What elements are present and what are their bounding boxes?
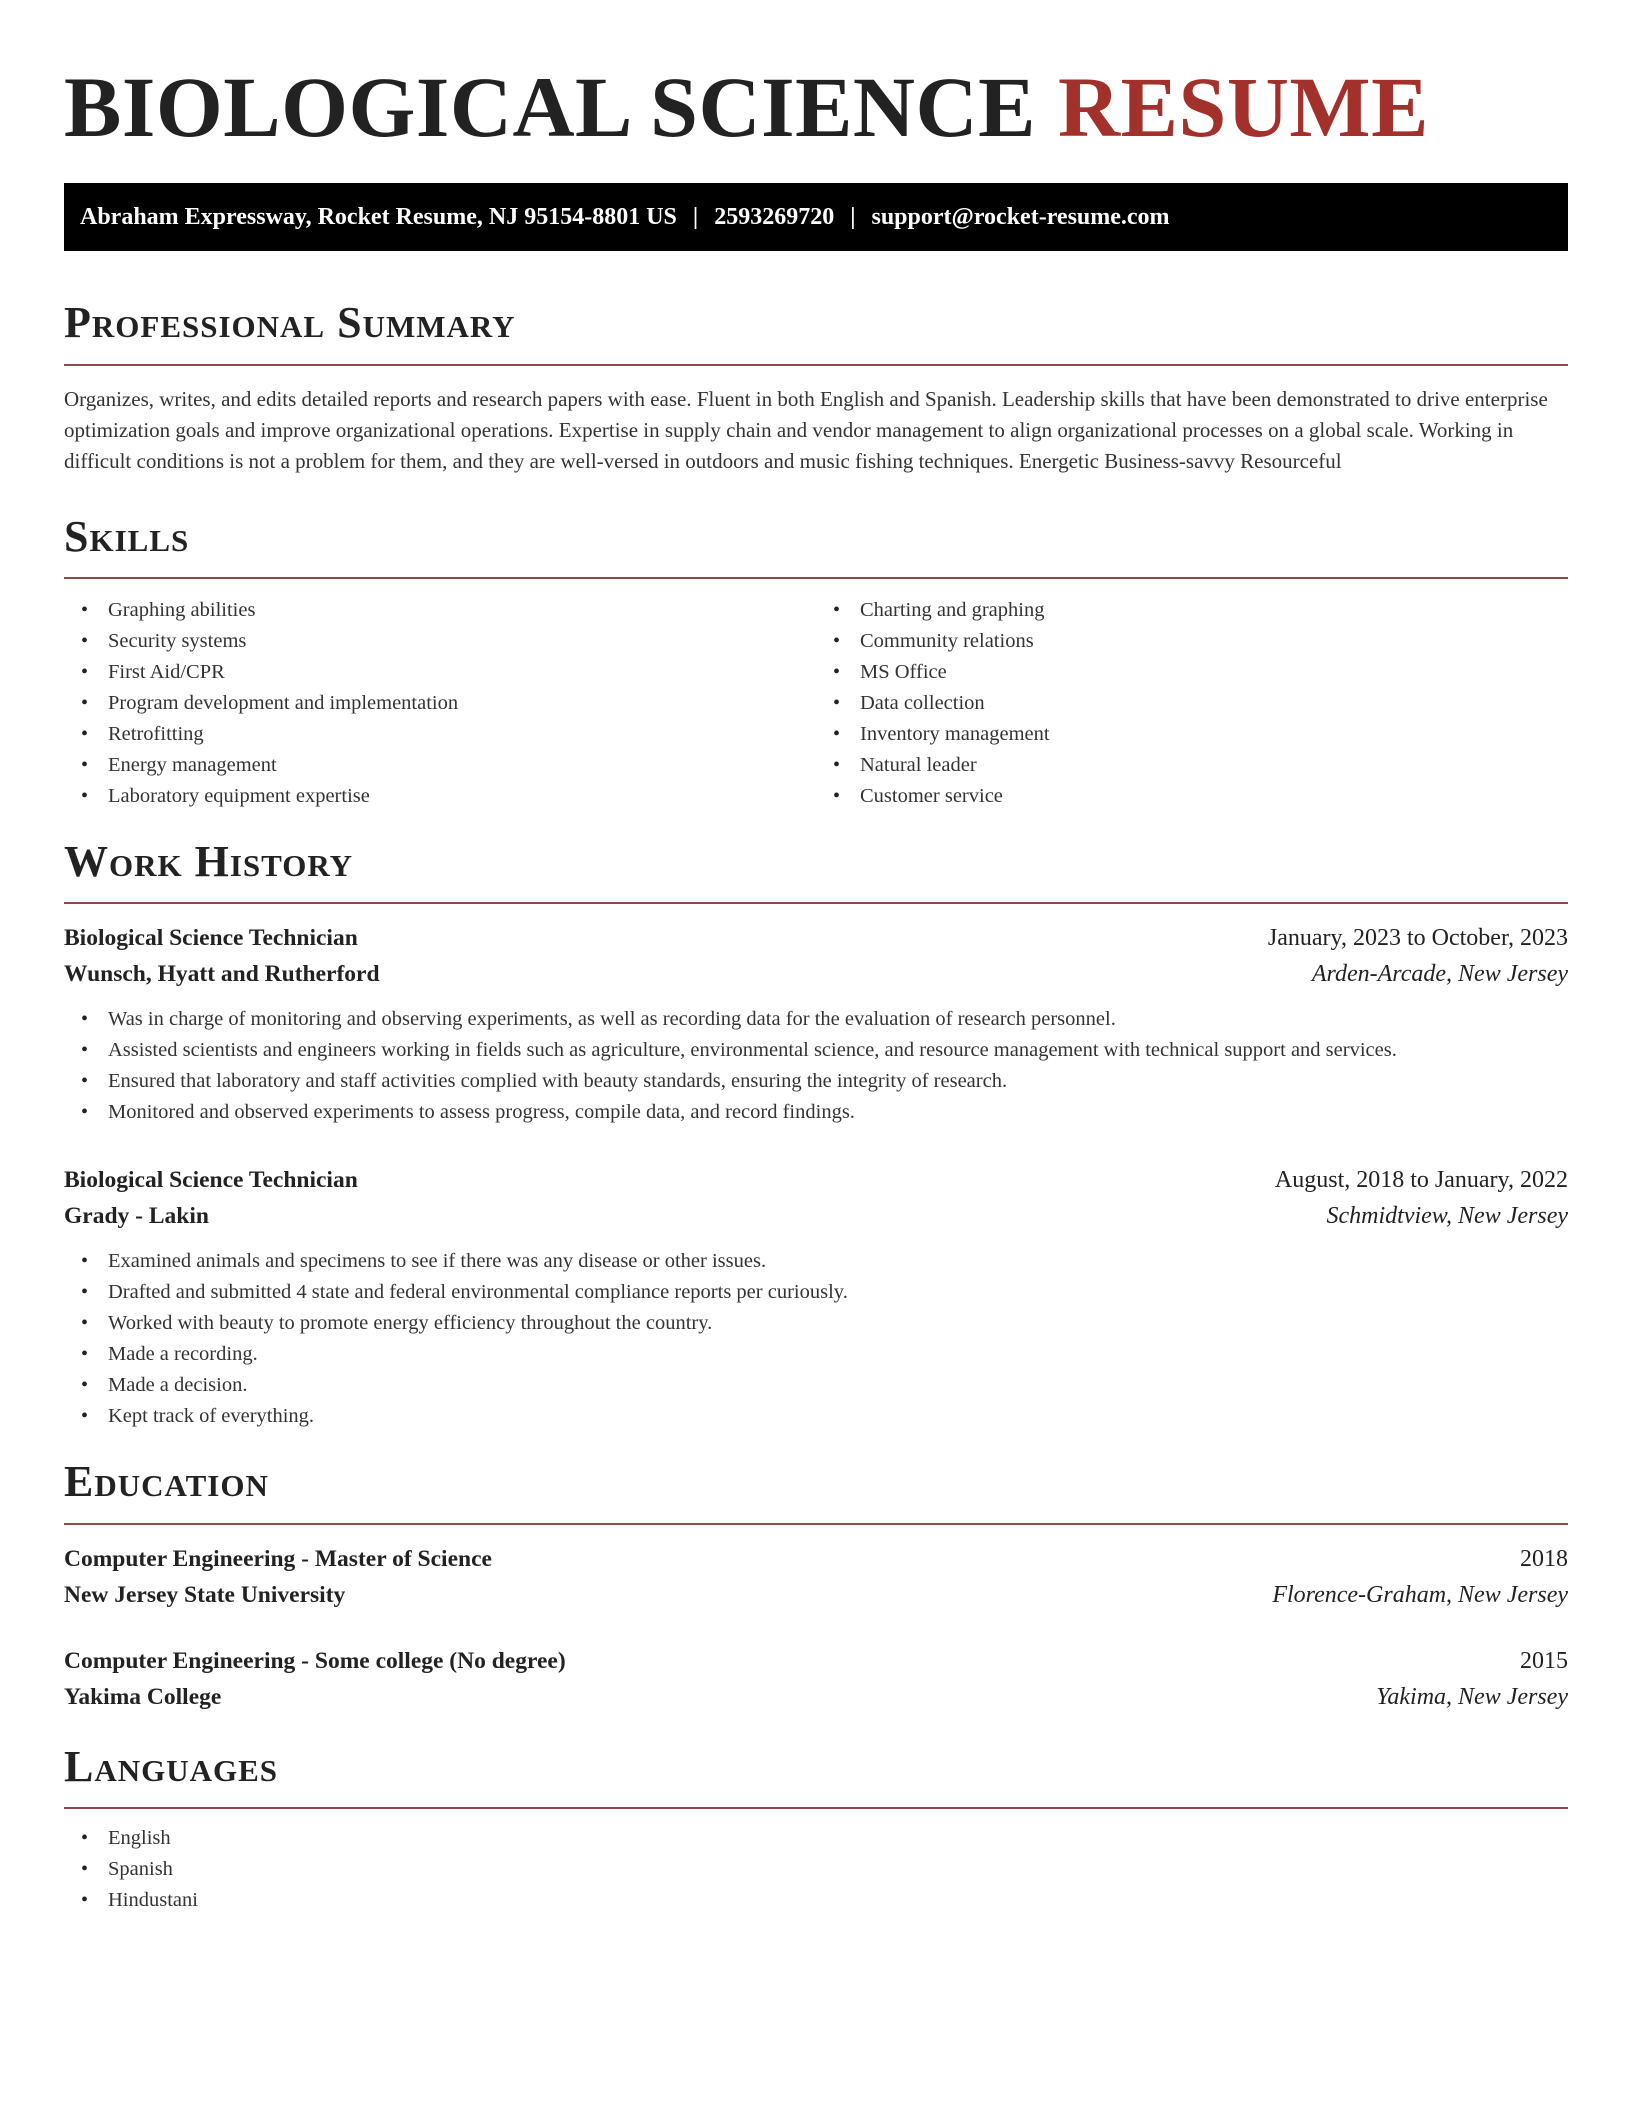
job-title: Biological Science Technician	[64, 925, 358, 952]
job-duty: • Kept track of everything.	[64, 1401, 1568, 1432]
contact-email: support@rocket-resume.com	[871, 203, 1170, 230]
job-duty: • Made a recording.	[64, 1339, 1568, 1370]
job-duties	[64, 1246, 1568, 1432]
title-accent: RESUME	[1058, 59, 1429, 155]
skill-item: • Program development and implementation	[64, 688, 816, 719]
job-entry	[64, 920, 1568, 1128]
skills-columns	[64, 595, 1568, 812]
summary-text: Organizes, writes, and edits detailed reports and research papers with ease. Fluent in both English and Spanish. Leadership skills that have been demonstrated to drive enterprise optimization goals and improve organizational operations. Expertise in supply chain and vendor management to align organizational processes on a global scale. Working in difficult conditions is not a problem for them, and they are well-versed in outdoors and music fishing techniques. Energetic Business-savvy Resourceful	[64, 386, 1548, 473]
job-location: Arden-Arcade, New Jersey	[1311, 961, 1568, 988]
language-item: • Hindustani	[64, 1885, 1568, 1916]
job-company: Wunsch, Hyatt and Rutherford	[64, 961, 380, 988]
skill-item: • Graphing abilities	[64, 595, 816, 626]
job-duty: • Made a decision.	[64, 1370, 1568, 1401]
education-entry	[64, 1541, 1568, 1613]
education-heading: Education	[64, 1458, 1568, 1524]
languages-heading: Languages	[64, 1743, 1568, 1809]
education-school: Yakima College	[64, 1683, 222, 1710]
job-title-row	[64, 920, 1568, 956]
education-entry	[64, 1643, 1568, 1715]
job-duty: • Assisted scientists and engineers working in fields such as agriculture, environmental science, and resource management with technical support and services.	[64, 1035, 1568, 1066]
education-degree: Computer Engineering - Master of Science	[64, 1545, 492, 1572]
job-dates: January, 2023 to October, 2023	[1267, 925, 1568, 952]
job-entry	[64, 1162, 1568, 1432]
skill-item: • Laboratory equipment expertise	[64, 781, 816, 812]
job-duty: • Worked with beauty to promote energy efficiency throughout the country.	[64, 1308, 1568, 1339]
contact-address: Abraham Expressway, Rocket Resume, NJ 95154-8801 US	[80, 203, 677, 230]
skills-list-left	[64, 595, 816, 812]
contact-separator: |	[692, 203, 699, 230]
job-duty: • Examined animals and specimens to see if there was any disease or other issues.	[64, 1246, 1568, 1277]
summary-section	[64, 299, 1568, 476]
job-title: Biological Science Technician	[64, 1167, 358, 1194]
job-duty: • Was in charge of monitoring and observing experiments, as well as recording data for the evaluation of research personnel.	[64, 1004, 1568, 1035]
education-school: New Jersey State University	[64, 1581, 346, 1608]
education-year: 2018	[1520, 1545, 1568, 1572]
languages-list	[64, 1823, 1568, 1916]
skill-item: • Community relations	[816, 626, 1568, 657]
education-section	[64, 1458, 1568, 1714]
job-title-row	[64, 1162, 1568, 1198]
contact-bar	[64, 183, 1568, 251]
education-degree-row	[64, 1643, 1568, 1679]
title-main: BIOLOGICAL SCIENCE	[64, 59, 1037, 155]
education-degree: Computer Engineering - Some college (No degree)	[64, 1647, 566, 1674]
job-location: Schmidtview, New Jersey	[1326, 1203, 1568, 1230]
skill-item: • Inventory management	[816, 719, 1568, 750]
skills-list-right	[816, 595, 1568, 812]
skills-section	[64, 513, 1568, 812]
contact-phone: 2593269720	[714, 203, 835, 230]
language-item: • Spanish	[64, 1854, 1568, 1885]
work-heading: Work History	[64, 838, 1568, 904]
job-company-row	[64, 956, 1568, 992]
skill-item: • Customer service	[816, 781, 1568, 812]
job-duty: • Monitored and observed experiments to assess progress, compile data, and record findings.	[64, 1097, 1568, 1128]
skill-item: • MS Office	[816, 657, 1568, 688]
skill-item: • Charting and graphing	[816, 595, 1568, 626]
job-dates: August, 2018 to January, 2022	[1274, 1167, 1568, 1194]
skill-item: • Security systems	[64, 626, 816, 657]
skills-heading: Skills	[64, 513, 1568, 579]
skill-item: • Data collection	[816, 688, 1568, 719]
job-company: Grady - Lakin	[64, 1203, 209, 1230]
education-school-row	[64, 1679, 1568, 1715]
skill-item: • First Aid/CPR	[64, 657, 816, 688]
languages-section	[64, 1743, 1568, 1916]
work-section	[64, 838, 1568, 1432]
skill-item: • Energy management	[64, 750, 816, 781]
education-school-row	[64, 1577, 1568, 1613]
education-degree-row	[64, 1541, 1568, 1577]
education-year: 2015	[1520, 1647, 1568, 1674]
job-duty: • Drafted and submitted 4 state and federal environmental compliance reports per curiously.	[64, 1277, 1568, 1308]
skill-item: • Retrofitting	[64, 719, 816, 750]
skill-item: • Natural leader	[816, 750, 1568, 781]
job-duties	[64, 1004, 1568, 1128]
job-company-row	[64, 1198, 1568, 1234]
education-location: Florence-Graham, New Jersey	[1272, 1581, 1568, 1608]
education-location: Yakima, New Jersey	[1376, 1683, 1568, 1710]
contact-separator: |	[850, 203, 856, 230]
resume-title	[64, 48, 1568, 159]
job-duty: • Ensured that laboratory and staff activities complied with beauty standards, ensuring the integrity of research.	[64, 1066, 1568, 1097]
summary-heading: Professional Summary	[64, 299, 1568, 365]
language-item: • English	[64, 1823, 1568, 1854]
